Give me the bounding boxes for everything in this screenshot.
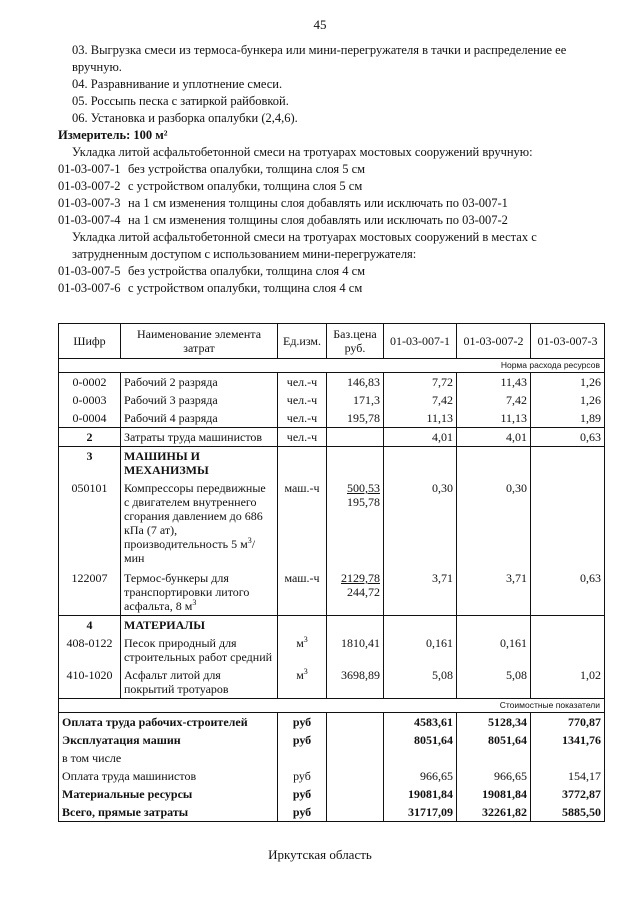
- table-cell: 19081,84: [384, 785, 457, 803]
- table-cell: 1810,41: [327, 634, 384, 666]
- table-cell: [327, 767, 384, 785]
- table-cell: 4: [59, 616, 121, 635]
- item-code: 01-03-007-6: [58, 281, 121, 295]
- table-cell: [327, 447, 384, 480]
- table-cell: Оплата труда рабочих-строителей: [59, 713, 278, 732]
- table-cell: 966,65: [384, 767, 457, 785]
- group-title: Укладка литой асфальтобетонной смеси на тротуарах мостовых сооружений вручную:: [72, 145, 533, 159]
- table-cell: руб: [278, 731, 327, 749]
- table-cell: Оплата труда машинистов: [59, 767, 278, 785]
- item-text: на 1 см изменения толщины слоя добавлять или исключать по 03-007-1: [128, 196, 508, 210]
- table-cell: Термос-бункеры для транспортировки литого асфальта, 8 $м^3$: [121, 569, 278, 616]
- table-cell: чел.-ч: [278, 409, 327, 428]
- code-list-item: [58, 178, 598, 195]
- table-cell: 1,26: [531, 391, 605, 409]
- item-code: 01-03-007-2: [58, 179, 121, 193]
- measure-unit: Измеритель: 100 м²: [58, 128, 168, 142]
- table-cell: 8051,64: [457, 731, 531, 749]
- code-list-item: [58, 195, 598, 212]
- table-cell: [327, 616, 384, 635]
- table-cell: Рабочий 4 разряда: [121, 409, 278, 428]
- table-cell: 5,08: [457, 666, 531, 699]
- table-row: [59, 409, 605, 428]
- table-cell: [327, 785, 384, 803]
- table-cell: [531, 447, 605, 480]
- table-cell: 1,26: [531, 373, 605, 392]
- table-header: [59, 324, 605, 359]
- table-cell: 4583,61: [384, 713, 457, 732]
- table-cell: 31717,09: [384, 803, 457, 822]
- table-cell: Всего, прямые затраты: [59, 803, 278, 822]
- table-row: [59, 391, 605, 409]
- price-base: 244,72: [347, 585, 380, 599]
- table-cell: 7,42: [457, 391, 531, 409]
- table-row: [59, 447, 605, 480]
- table-cell: [384, 616, 457, 635]
- table-cell: 5885,50: [531, 803, 605, 822]
- table-cell: 0-0002: [59, 373, 121, 392]
- table-cell: 5,08: [384, 666, 457, 699]
- page-number: 45: [313, 17, 327, 32]
- table-cell: [384, 749, 457, 767]
- work-description: [58, 42, 598, 297]
- table-row: [59, 634, 605, 666]
- work-item: 06. Установка и разборка опалубки (2,4,6).: [72, 111, 298, 125]
- table-cell: в том числе: [59, 749, 278, 767]
- table-cell: 5128,34: [457, 713, 531, 732]
- table-cell: руб: [278, 785, 327, 803]
- code-list: [58, 263, 598, 297]
- table-cell: Асфальт литой для покрытий тротуаров: [121, 666, 278, 699]
- code-list-item: [58, 263, 598, 280]
- table-cell: [278, 616, 327, 635]
- table-cell: [327, 569, 384, 616]
- table-cell: 2: [59, 428, 121, 447]
- code-list-item: [58, 212, 598, 229]
- resource-table: [58, 323, 605, 822]
- column-header: Ед.изм.: [278, 324, 327, 359]
- table-cell: [457, 749, 531, 767]
- table-cell: [278, 749, 327, 767]
- table-cell: 154,17: [531, 767, 605, 785]
- column-header: Шифр: [59, 324, 121, 359]
- table-cell: Эксплуатация машин: [59, 731, 278, 749]
- table-cell: [457, 447, 531, 480]
- table-row: [59, 785, 605, 803]
- table-row: [59, 767, 605, 785]
- table-cell: 146,83: [327, 373, 384, 392]
- table-cell: 050101: [59, 479, 121, 569]
- table-cell: руб: [278, 767, 327, 785]
- table-cell: 3,71: [384, 569, 457, 616]
- table-cell: 0-0003: [59, 391, 121, 409]
- table-cell: 122007: [59, 569, 121, 616]
- table-cell: [327, 479, 384, 569]
- section-label: Норма расхода ресурсов: [59, 359, 605, 373]
- table-cell: [327, 749, 384, 767]
- group-title: Укладка литой асфальтобетонной смеси на тротуарах мостовых сооружений в местах с затрудненным доступом с использованием мини-перегружателя:: [72, 230, 537, 261]
- table-cell: 11,13: [457, 409, 531, 428]
- table-cell: 7,42: [384, 391, 457, 409]
- table-cell: 770,87: [531, 713, 605, 732]
- table-cell: 966,65: [457, 767, 531, 785]
- table-cell: [327, 803, 384, 822]
- table-cell: руб: [278, 803, 327, 822]
- table-cell: [457, 616, 531, 635]
- code-list-item: [58, 280, 598, 297]
- code-list-item: [58, 161, 598, 178]
- table-cell: 0,63: [531, 428, 605, 447]
- table-cell: 408-0122: [59, 634, 121, 666]
- table-cell: 3772,87: [531, 785, 605, 803]
- table-cell: 1,89: [531, 409, 605, 428]
- section-label: Стоимостные показатели: [59, 699, 605, 713]
- table-cell: 32261,82: [457, 803, 531, 822]
- work-item: 03. Выгрузка смеси из термоса-бункера или мини-перегружателя в тачки и распределение ее вручную.: [72, 43, 567, 74]
- table-row: [59, 373, 605, 392]
- column-header: Наименование элемента затрат: [121, 324, 278, 359]
- table-row: [59, 749, 605, 767]
- table-row: [59, 479, 605, 569]
- table-row: [59, 666, 605, 699]
- table-cell: 0,161: [457, 634, 531, 666]
- table-cell: 11,13: [384, 409, 457, 428]
- table-cell: Затраты труда машинистов: [121, 428, 278, 447]
- item-text: с устройством опалубки, толщина слоя 5 см: [128, 179, 363, 193]
- table-cell: [384, 447, 457, 480]
- work-item: 04. Разравнивание и уплотнение смеси.: [72, 77, 283, 91]
- item-code: 01-03-007-4: [58, 213, 121, 227]
- table-cell: чел.-ч: [278, 428, 327, 447]
- table-cell: 0,30: [384, 479, 457, 569]
- table-row: [59, 616, 605, 635]
- table-cell: 7,72: [384, 373, 457, 392]
- table-cell: 4,01: [457, 428, 531, 447]
- table-cell: [531, 616, 605, 635]
- table-cell: МАТЕРИАЛЫ: [121, 616, 278, 635]
- price-base: 195,78: [347, 495, 380, 509]
- table-row: [59, 803, 605, 822]
- item-text: на 1 см изменения толщины слоя добавлять или исключать по 03-007-2: [128, 213, 508, 227]
- table-cell: руб: [278, 713, 327, 732]
- table-cell: [531, 479, 605, 569]
- table-cell: $м^3$: [278, 634, 327, 666]
- table-cell: [531, 749, 605, 767]
- table-cell: чел.-ч: [278, 373, 327, 392]
- table-cell: 1,02: [531, 666, 605, 699]
- item-text: без устройства опалубки, толщина слоя 4 см: [128, 264, 366, 278]
- table-cell: [327, 713, 384, 732]
- table-cell: [327, 428, 384, 447]
- table-cell: 19081,84: [457, 785, 531, 803]
- table-cell: 0,30: [457, 479, 531, 569]
- table-cell: МАШИНЫ И МЕХАНИЗМЫ: [121, 447, 278, 480]
- table-cell: 0,161: [384, 634, 457, 666]
- table-cell: 0-0004: [59, 409, 121, 428]
- table-row: [59, 428, 605, 447]
- table-cell: 8051,64: [384, 731, 457, 749]
- table-cell: 3,71: [457, 569, 531, 616]
- table-cell: маш.-ч: [278, 479, 327, 569]
- table-cell: 3: [59, 447, 121, 480]
- table-cell: Материальные ресурсы: [59, 785, 278, 803]
- table-cell: 11,43: [457, 373, 531, 392]
- table-cell: 4,01: [384, 428, 457, 447]
- table-cell: чел.-ч: [278, 391, 327, 409]
- table-cell: 171,3: [327, 391, 384, 409]
- table-row: [59, 713, 605, 732]
- table-cell: маш.-ч: [278, 569, 327, 616]
- table-cell: Рабочий 2 разряда: [121, 373, 278, 392]
- table-cell: [531, 634, 605, 666]
- table-cell: [278, 447, 327, 480]
- table-cell: [327, 731, 384, 749]
- table-cell: 3698,89: [327, 666, 384, 699]
- table-cell: 195,78: [327, 409, 384, 428]
- table-row: [59, 731, 605, 749]
- column-header: Баз.цена руб.: [327, 324, 384, 359]
- item-text: с устройством опалубки, толщина слоя 4 см: [128, 281, 363, 295]
- item-code: 01-03-007-1: [58, 162, 121, 176]
- item-text: без устройства опалубки, толщина слоя 5 см: [128, 162, 366, 176]
- code-list: [58, 161, 598, 229]
- table-cell: $м^3$: [278, 666, 327, 699]
- table-cell: 410-1020: [59, 666, 121, 699]
- table-cell: 0,63: [531, 569, 605, 616]
- column-header: 01-03-007-3: [531, 324, 605, 359]
- work-item: 05. Россыпь песка с затиркой райбовкой.: [72, 94, 289, 108]
- column-header: 01-03-007-1: [384, 324, 457, 359]
- table-cell: Рабочий 3 разряда: [121, 391, 278, 409]
- item-code: 01-03-007-3: [58, 196, 121, 210]
- table-cell: 1341,76: [531, 731, 605, 749]
- column-header: 01-03-007-2: [457, 324, 531, 359]
- price-current: 500,53: [347, 481, 380, 495]
- price-current: 2129,78: [341, 571, 380, 585]
- table-cell: Компрессоры передвижные с двигателем внутреннего сгорания давлением до 686 кПа (7 ат), производительность 5 $м^3$/мин: [121, 479, 278, 569]
- table-row: [59, 569, 605, 616]
- page-footer: Иркутская область: [268, 847, 372, 862]
- table-cell: Песок природный для строительных работ средний: [121, 634, 278, 666]
- item-code: 01-03-007-5: [58, 264, 121, 278]
